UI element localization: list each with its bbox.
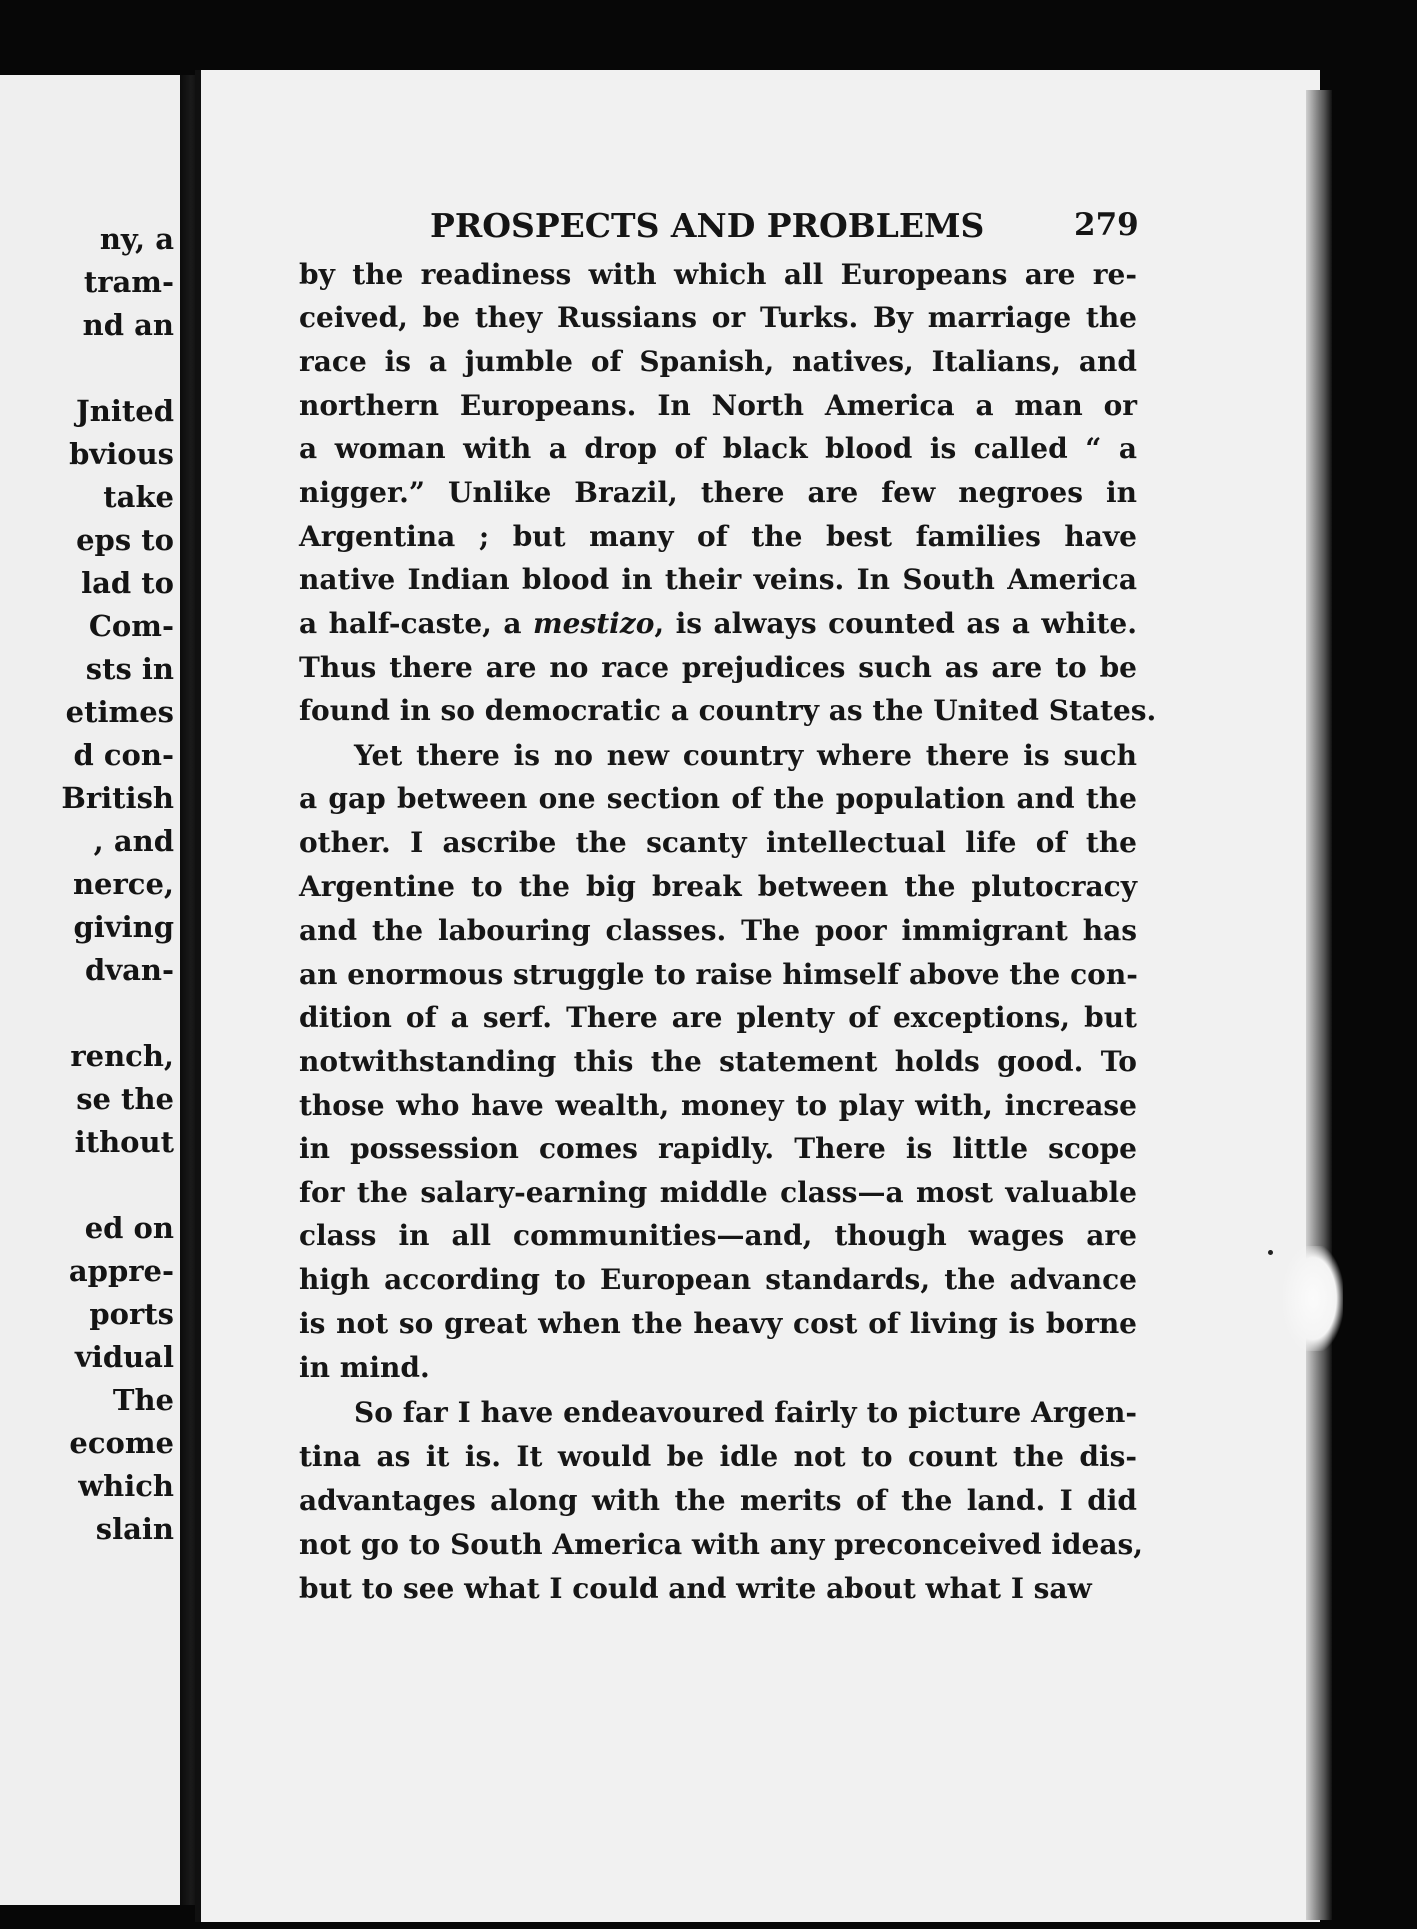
left-text-fragment: se the bbox=[76, 1082, 174, 1116]
text-line: and the labouring classes. The poor immigrant has bbox=[299, 914, 1137, 947]
left-text-fragment: Com- bbox=[88, 609, 174, 643]
left-text-fragment: Jnited bbox=[76, 394, 174, 428]
italic-word: mestizo bbox=[533, 607, 655, 640]
text-line: for the salary-earning middle class—a most valuable bbox=[299, 1176, 1137, 1209]
left-text-fragment: take bbox=[103, 480, 174, 514]
text-line: a woman with a drop of black blood is called “ a bbox=[299, 432, 1137, 465]
left-text-fragment: which bbox=[78, 1469, 174, 1503]
text-line: race is a jumble of Spanish, natives, Italians, and bbox=[299, 345, 1137, 378]
left-text-fragment: tram- bbox=[83, 265, 174, 299]
text-line: Argentine to the big break between the plutocracy bbox=[299, 870, 1137, 903]
left-text-fragment: slain bbox=[95, 1512, 174, 1546]
left-text-fragment: ed on bbox=[84, 1211, 174, 1245]
left-text-fragment: rench, bbox=[70, 1039, 174, 1073]
page-stain bbox=[1283, 1246, 1343, 1351]
text-line: found in so democratic a country as the United States. bbox=[299, 694, 1157, 727]
text-line: but to see what I could and write about what I saw bbox=[299, 1572, 1092, 1605]
left-text-fragment: The bbox=[112, 1383, 174, 1417]
left-text-fragment: dvan- bbox=[84, 953, 174, 987]
left-text-fragment: , and bbox=[93, 824, 174, 858]
left-text-fragment: British bbox=[61, 781, 174, 815]
left-text-fragment: vidual bbox=[74, 1340, 174, 1374]
left-text-fragment: ports bbox=[89, 1297, 174, 1331]
left-text-fragment: d con- bbox=[73, 738, 174, 772]
left-text-fragment: nd an bbox=[82, 308, 174, 342]
left-text-fragment: ithout bbox=[74, 1125, 174, 1159]
text-line: in mind. bbox=[299, 1351, 430, 1384]
text-line: ceived, be they Russians or Turks. By marriage the bbox=[299, 301, 1137, 334]
text-line: a gap between one section of the population and the bbox=[299, 782, 1137, 815]
text-line: not go to South America with any preconceived ideas, bbox=[299, 1528, 1143, 1561]
left-text-fragment: eps to bbox=[76, 523, 174, 557]
page-edge-shadow bbox=[1306, 90, 1332, 1920]
text-line: Argentina ; but many of the best families have bbox=[299, 520, 1137, 553]
text-line: Thus there are no race prejudices such as are to be bbox=[299, 651, 1137, 684]
text-line: class in all communities—and, though wages are bbox=[299, 1219, 1137, 1252]
text-line: an enormous struggle to raise himself above the con- bbox=[299, 958, 1138, 991]
text-line: advantages along with the merits of the land. I did bbox=[299, 1484, 1137, 1517]
ink-speck bbox=[1268, 1250, 1273, 1255]
left-facing-page bbox=[0, 75, 180, 1905]
text-line: Yet there is no new country where there is such bbox=[354, 739, 1137, 772]
left-text-fragment: etimes bbox=[65, 695, 174, 729]
text-line: tina as it is. It would be idle not to count the dis- bbox=[299, 1440, 1137, 1473]
left-text-fragment: nerce, bbox=[72, 867, 174, 901]
text-line: is not so great when the heavy cost of living is borne bbox=[299, 1307, 1137, 1340]
text-line: a half-caste, a mestizo, is always counted as a white. bbox=[299, 607, 1137, 640]
left-text-fragment: sts in bbox=[85, 652, 174, 686]
text-line: in possession comes rapidly. There is little scope bbox=[299, 1132, 1137, 1165]
text-line: native Indian blood in their veins. In South America bbox=[299, 563, 1137, 596]
left-text-fragment: bvious bbox=[69, 437, 174, 471]
text-line: other. I ascribe the scanty intellectual life of the bbox=[299, 826, 1137, 859]
left-text-fragment: giving bbox=[73, 910, 174, 944]
left-text-fragment: appre- bbox=[68, 1254, 174, 1288]
text-line: northern Europeans. In North America a man or bbox=[299, 389, 1137, 422]
running-head: PROSPECTS AND PROBLEMS bbox=[430, 206, 985, 245]
text-line: dition of a serf. There are plenty of exceptions, but bbox=[299, 1001, 1137, 1034]
left-text-fragment: ecome bbox=[69, 1426, 174, 1460]
left-text-fragment: lad to bbox=[81, 566, 174, 600]
text-line: those who have wealth, money to play with, increase bbox=[299, 1089, 1137, 1122]
text-line: by the readiness with which all Europeans are re- bbox=[299, 258, 1137, 291]
page-number: 279 bbox=[1074, 207, 1139, 243]
left-text-fragment: ny, a bbox=[99, 222, 174, 256]
text-line: nigger.” Unlike Brazil, there are few negroes in bbox=[299, 476, 1137, 509]
text-line: So far I have endeavoured fairly to picture Argen- bbox=[354, 1396, 1137, 1429]
text-line: high according to European standards, the advance bbox=[299, 1263, 1137, 1296]
text-line: notwithstanding this the statement holds good. To bbox=[299, 1045, 1137, 1078]
